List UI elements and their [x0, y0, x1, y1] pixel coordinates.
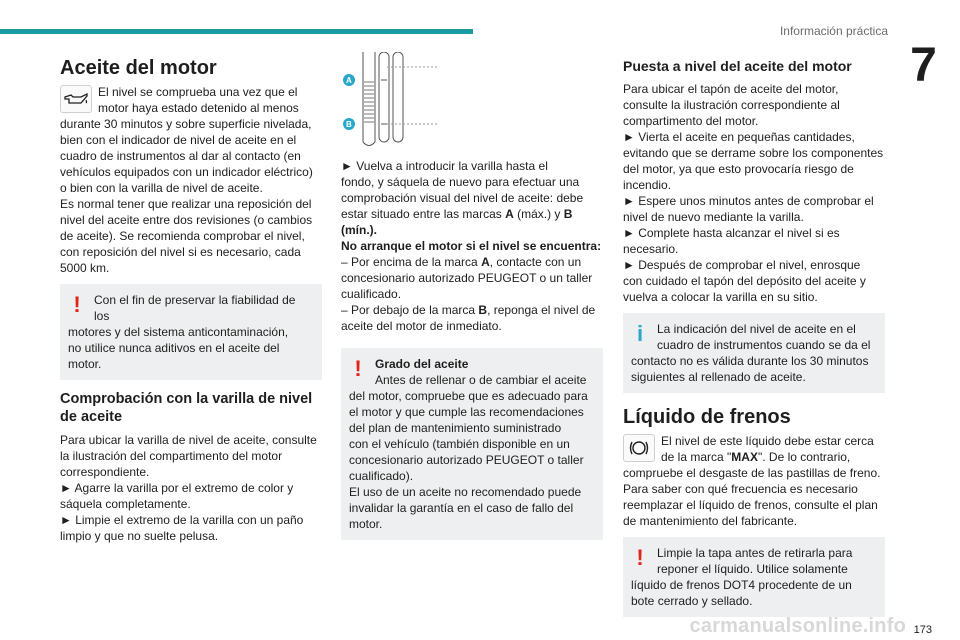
oil-intro: [60, 84, 322, 276]
dipstick-steps: [60, 432, 322, 544]
additives-warning: [60, 284, 322, 380]
intro-line: nivel del aceite entre dos revisiones (o cambios: [60, 213, 313, 227]
warning-line: no utilice nunca aditivos en el aceite del: [68, 341, 280, 355]
step-line: correspondiente.: [60, 465, 150, 479]
info-icon: i: [636, 321, 644, 346]
warning-line: motor.: [68, 357, 102, 371]
column-topup: [623, 57, 885, 627]
watermark: carmanualsonline.info: [689, 615, 906, 637]
warning-icon: !: [73, 292, 81, 317]
brake-fluid-title: Líquido de frenos: [623, 406, 791, 428]
step-line: ► Agarre la varilla por el extremo de color y: [60, 481, 294, 495]
oil-grade-warning: ! Grado del aceite Antes de rellenar o de cambiar el aceite del motor, compruebe que es adecuado para el motor y que cumple las recomendaciones del plan de mantenimiento suministrado con el vehículo (también disponible en un concesionario autorizado PEUGEOT o taller cualificado). El uso de un aceite no recomendado puede invalidar la garantía en el caso de fallo del motor.: [341, 348, 603, 540]
oil-can-icon: [60, 85, 92, 113]
oil-title: Aceite del motor: [60, 57, 217, 79]
dipstick-check-text: ► Vuelva a introducir la varilla hasta el fondo, y sáquela de nuevo para efectuar una comprobación visual del nivel de aceite: debe estar situado entre las marcas A (máx.) y B (mín.). No arranque el motor si el nivel se encuentra: – Por encima de la marca A, contacte con un concesionario autorizado PEUGEOT o un taller cualificado. – Por debajo de la marca B, reponga el nivel de aceite del motor de inmediato.: [341, 159, 602, 333]
note-title: Grado del aceite: [375, 357, 469, 371]
intro-line: El nivel se comprueba una vez que el: [98, 85, 298, 99]
intro-line: Es normal tener que realizar una reposición del: [60, 197, 312, 211]
dipstick-subtitle: Comprobación con la varilla de nivel de aceite: [60, 391, 313, 425]
brake-fluid-text: El nivel de este líquido debe estar cerca de la marca "MAX". De lo contrario, compruebe el desgaste de las pastillas de freno. Para saber con qué frecuencia es necesario reemplazar el líquido de frenos, consulte el plan de mantenimiento del fabricante.: [623, 434, 881, 528]
section-title: Información práctica: [779, 24, 888, 38]
column-dipstick: [341, 52, 603, 550]
intro-line: bien con el indicador de nivel de aceite en el: [60, 133, 297, 147]
intro-line: de aceite). Se recomienda comprobar el nivel,: [60, 229, 305, 243]
oil-indicator-info: i La indicación del nivel de aceite en el cuadro de instrumentos cuando se da el contacto no es válida durante los 30 minutos siguientes al rellenado de aceite.: [623, 313, 885, 393]
column-oil: [60, 54, 322, 544]
brake-warning-icon: [623, 434, 655, 462]
marker-a-label: A: [346, 76, 352, 85]
intro-line: cuadro de instrumentos al dar al contacto (en: [60, 149, 301, 163]
warning-line: motores y del sistema anticontaminación,: [68, 325, 289, 339]
step-line: limpio y que no suelte pelusa.: [60, 529, 219, 543]
intro-line: o bien con la varilla de nivel de aceite.: [60, 181, 263, 195]
marker-b-label: B: [346, 120, 352, 129]
intro-line: durante 30 minutos y sobre superficie nivelada,: [60, 117, 312, 131]
topup-text: Para ubicar el tapón de aceite del motor, consulte la ilustración correspondiente al compartimento del motor. ► Vierta el aceite en pequeñas cantidades, evitando que se derrame sobre los componentes del motor, ya que esto provocaría riesgo de incendio. ► Espere unos minutos antes de comprobar el nivel de nuevo mediante la varilla. ► Complete hasta alcanzar el nivel si es necesario. ► Después de comprobar el nivel, enrosque con cuidado el tapón del depósito del aceite y vuelva a colocar la varilla en su sitio.: [623, 82, 884, 304]
page-number: 173: [913, 624, 932, 636]
intro-line: 5000 km.: [60, 261, 110, 275]
step-line: Para ubicar la varilla de nivel de aceite, consulte: [60, 433, 317, 447]
dipstick-illustration: [341, 52, 603, 150]
step-line: ► Limpie el extremo de la varilla con un paño: [60, 513, 304, 527]
warning-line: Con el fin de preservar la fiabilidad de los: [94, 293, 296, 323]
step-line: la ilustración del compartimento del motor: [60, 449, 283, 463]
header-accent-bar: [0, 29, 473, 34]
step-line: sáquela completamente.: [60, 497, 191, 511]
chapter-number: 7: [910, 39, 937, 92]
intro-line: motor haya estado detenido al menos: [98, 101, 299, 115]
warning-icon: !: [636, 545, 644, 570]
warning-icon: !: [354, 356, 362, 381]
intro-line: con reposición del nivel si es necesario, cada: [60, 245, 301, 259]
brake-cap-warning: ! Limpie la tapa antes de retirarla para reponer el líquido. Utilice solamente líquido de frenos DOT4 procedente de un bote cerrado y sellado.: [623, 537, 885, 617]
intro-line: vehículos equipados con un indicador eléctrico): [60, 165, 313, 179]
topup-subtitle: Puesta a nivel del aceite del motor: [623, 58, 852, 74]
